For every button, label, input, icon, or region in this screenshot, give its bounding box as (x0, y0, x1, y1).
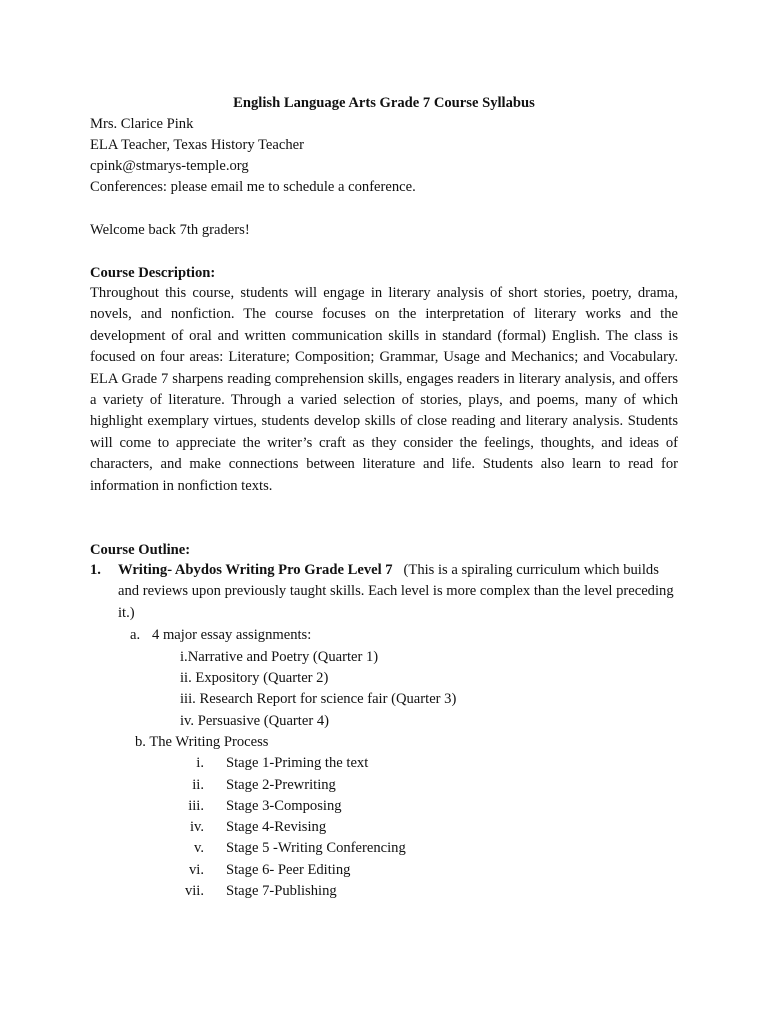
stage-number: iii. (188, 798, 204, 814)
outline-item-writing (118, 560, 678, 624)
outline-item-number: 1. (90, 562, 101, 578)
stage-text: Stage 4-Revising (226, 819, 327, 835)
teacher-email: cpink@stmarys-temple.org (90, 158, 249, 174)
writing-note: (This is a spiraling curriculum which builds and reviews upon previously taught skills. Each level is more complex than the level preceding it.) (118, 562, 674, 621)
stage-number: vii. (184, 883, 204, 899)
sub-b-text: b. The Writing Process (135, 734, 269, 750)
teacher-name: Mrs. Clarice Pink (90, 116, 194, 132)
sub-a-text: 4 major essay assignments: (152, 627, 312, 643)
course-description-body: Throughout this course, students will engage in literary analysis of short stories, poetry, drama, novels, and nonfiction. The course focuses on the interpretation of literary works and the development of oral and written communication skills in standard (formal) English. The class is focused on four areas: Literature; Composition; Grammar, Usage and Mechanics; and Vocabulary. ELA Grade 7 sharpens reading comprehension skills, engages readers in literary analysis, and offers a variety of literature. Through a varied selection of stories, plays, and poems, many of which highlight exemplary virtues, students develop skills of close reading and literary analysis. Students will come to appreciate the writer’s craft as they consider the feelings, thoughts, and ideas of characters, and make connections between literature and life. Students also learn to read for information in nonfiction texts. (90, 285, 678, 494)
course-outline-heading: Course Outline: (90, 542, 191, 558)
course-description-heading: Course Description: (90, 265, 216, 281)
welcome-message: Welcome back 7th graders! (90, 222, 250, 238)
essay-item: i.Narrative and Poetry (Quarter 1) (180, 649, 379, 665)
stage-number: v. (194, 840, 204, 856)
stage-text: Stage 3-Composing (226, 798, 342, 814)
essay-item: iv. Persuasive (Quarter 4) (180, 713, 329, 729)
stage-text: Stage 1-Priming the text (226, 755, 369, 771)
stage-text: Stage 6- Peer Editing (226, 862, 351, 878)
essay-item: iii. Research Report for science fair (Quarter 3) (180, 691, 457, 707)
stage-number: vi. (189, 862, 204, 878)
stage-number: ii. (192, 777, 204, 793)
stage-text: Stage 5 -Writing Conferencing (226, 840, 406, 856)
conferences-note: Conferences: please email me to schedule a conference. (90, 179, 416, 195)
essay-item: ii. Expository (Quarter 2) (180, 670, 329, 686)
stage-number: i. (196, 755, 204, 771)
document-title: English Language Arts Grade 7 Course Syllabus (233, 95, 535, 111)
teacher-role: ELA Teacher, Texas History Teacher (90, 137, 304, 153)
writing-title: Writing- Abydos Writing Pro Grade Level 7 (118, 562, 393, 578)
stage-number: iv. (189, 819, 204, 835)
stage-text: Stage 2-Prewriting (226, 777, 336, 793)
stage-text: Stage 7-Publishing (226, 883, 337, 899)
sub-a-label: a. (130, 627, 141, 643)
